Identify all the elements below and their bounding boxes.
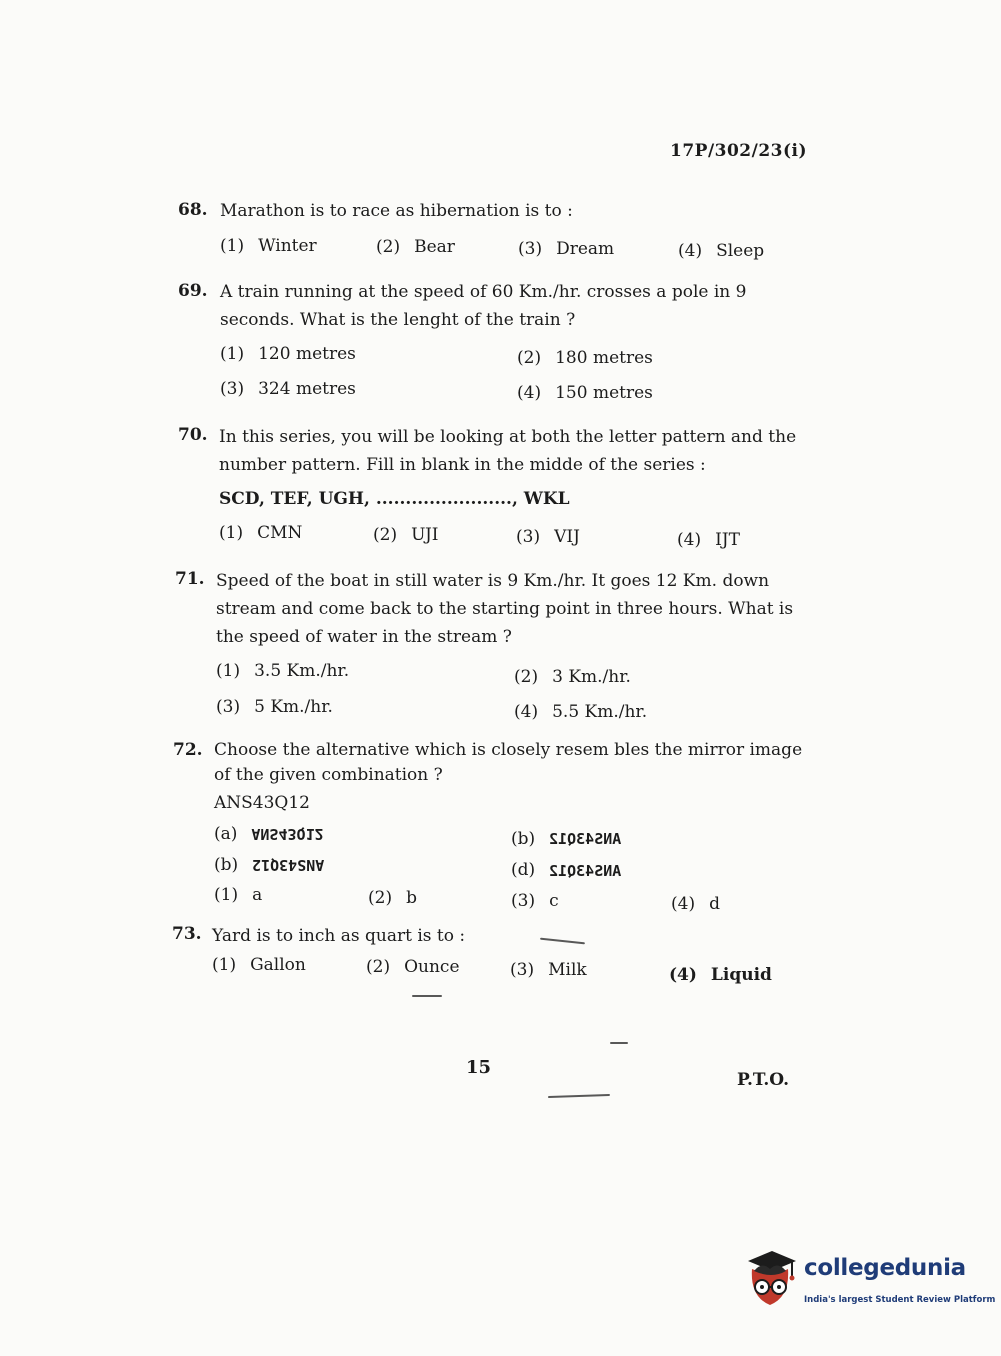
option-3: (3) VIJ: [516, 527, 580, 547]
question-number: 69.: [178, 281, 208, 301]
question-text: In this series, you will be looking at both the letter pattern and the number pattern. Fill in blank in the midde of the series :: [219, 427, 797, 475]
option-2: (2) 3 Km./hr.: [514, 667, 631, 687]
option-4: (4) IJT: [677, 530, 740, 550]
scan-smudge: [548, 1094, 610, 1098]
option-4: (4) Sleep: [678, 241, 765, 261]
option-1: (1) CMN: [219, 523, 303, 543]
option-3: (3) Dream: [518, 239, 615, 259]
option-1: (1) 3.5 Km./hr.: [216, 661, 350, 681]
scan-smudge: [610, 1042, 628, 1044]
option-3: (3) c: [511, 891, 559, 911]
question-number: 72.: [173, 740, 203, 760]
paper-code: 17P/302/23(i): [670, 141, 808, 161]
brand-tagline: India's largest Student Review Platform: [804, 1295, 996, 1305]
figure-b: (b) ANS43Q12: [511, 829, 622, 849]
pto-label: P.T.O.: [737, 1070, 789, 1090]
option-2: (2) 180 metres: [517, 348, 653, 368]
question-number: 68.: [178, 200, 208, 220]
question-number: 73.: [172, 924, 202, 944]
mascot-icon: [742, 1247, 800, 1313]
question-text: A train running at the speed of 60 Km./hr. crosses a pole in 9 seconds. What is the lenght of the train ?: [220, 282, 747, 330]
option-2: (2) Ounce: [366, 957, 460, 977]
given-combination: ANS43Q12: [214, 793, 310, 813]
option-1: (1) Winter: [220, 236, 317, 256]
option-3: (3) 5 Km./hr.: [216, 697, 333, 717]
option-3: (3) 324 metres: [220, 379, 356, 399]
option-2: (2) Bear: [376, 237, 455, 257]
option-4: (4) Liquid: [669, 965, 772, 985]
figure-b-second: (b) ANS43Q12: [214, 855, 325, 875]
option-4: (4) 150 metres: [517, 383, 653, 403]
option-3: (3) Milk: [510, 960, 587, 980]
option-1: (1) 120 metres: [220, 344, 356, 364]
brand-name: collegedunia: [804, 1255, 966, 1281]
question-number: 71.: [175, 569, 205, 589]
option-4: (4) d: [671, 894, 720, 914]
option-2: (2) b: [368, 888, 417, 908]
question-text: Choose the alternative which is closely resem bles the mirror image of the given combination ?: [214, 740, 803, 785]
option-1: (1) a: [214, 885, 263, 905]
question-number: 70.: [178, 425, 208, 445]
question-text: Marathon is to race as hibernation is to :: [220, 201, 573, 221]
option-4: (4) 5.5 Km./hr.: [514, 702, 648, 722]
series-line: SCD, TEF, UGH, ......................., WKL: [219, 489, 570, 509]
collegedunia-watermark: [742, 1247, 996, 1317]
figure-d: (d) ANS43Q12: [511, 860, 622, 880]
option-2: (2) UJI: [373, 525, 439, 545]
page-number: 15: [466, 1057, 492, 1078]
question-text: Yard is to inch as quart is to :: [212, 926, 466, 946]
scan-smudge: [412, 995, 442, 997]
question-text: Speed of the boat in still water is 9 Km./hr. It goes 12 Km. down stream and come back to the starting point in three hours. What is the speed of water in the stream ?: [216, 571, 794, 647]
figure-a: (a) ANS43Q12: [214, 824, 324, 844]
option-1: (1) Gallon: [212, 955, 306, 975]
